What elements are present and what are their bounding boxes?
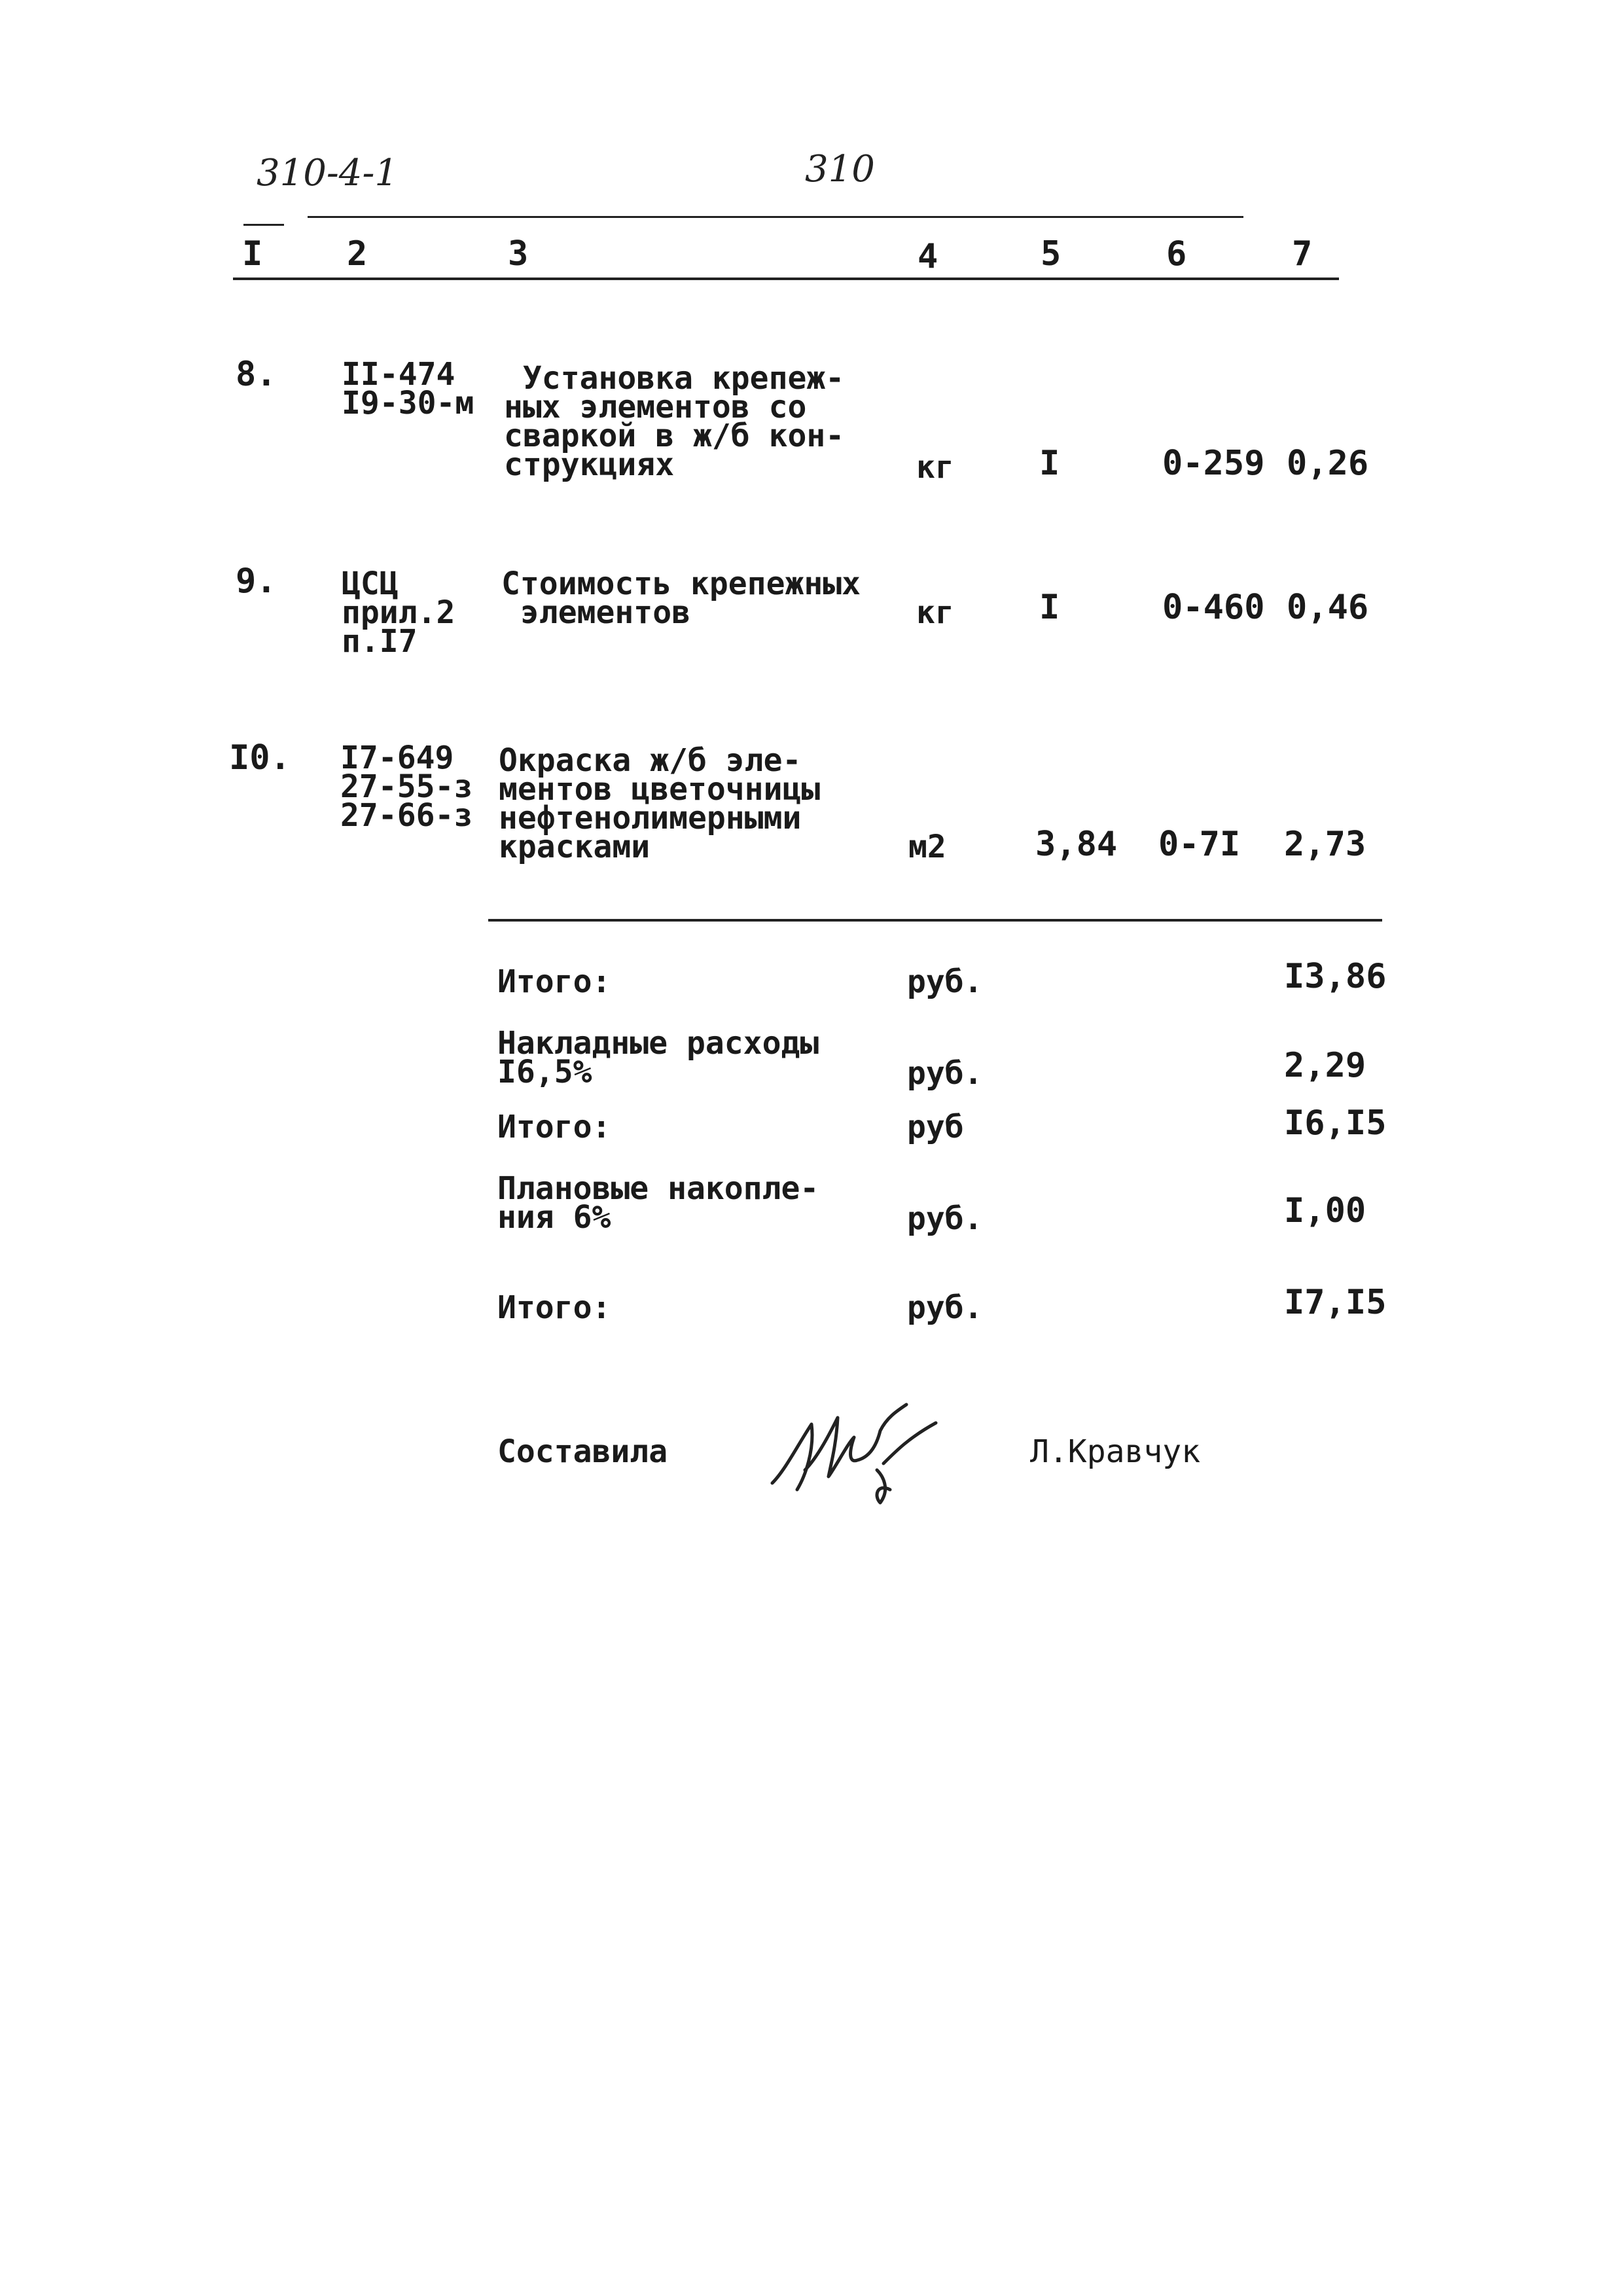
row-description: Стоимость крепежных элементов [501, 565, 861, 631]
column-header-5: 5 [1041, 234, 1061, 274]
column-header-6: 6 [1166, 234, 1187, 274]
row-quantity: 3,84 [1035, 825, 1118, 864]
column-header-7: 7 [1292, 234, 1313, 274]
row-total: 0,26 [1287, 444, 1369, 483]
row-quantity: I [1039, 444, 1060, 483]
totals-rule [488, 919, 1382, 922]
planned-savings-label: Плановые накопле- ния 6% [497, 1170, 819, 1236]
total-label: Итого: [497, 963, 611, 1000]
overhead-value: 2,29 [1284, 1046, 1366, 1085]
handwritten-signature [766, 1391, 962, 1509]
row-number: I0. [229, 738, 291, 778]
planned-savings-unit: руб. [907, 1200, 983, 1237]
row-code: ЦСЦ прил.2 п.I7 [342, 565, 455, 660]
row-unit: кг [916, 594, 954, 631]
row-description: Установка крепеж- ных элементов со сваркой в ж/б кон- струкциях [504, 360, 845, 483]
header-bottom-rule [233, 278, 1339, 280]
grand-total-label: Итого: [497, 1289, 611, 1326]
planned-savings-value: I,00 [1284, 1191, 1366, 1230]
compiler-name: Л.Кравчук [1030, 1433, 1201, 1470]
row-description: Окраска ж/б эле- ментов цветочницы нефтенолимерными красками [499, 742, 821, 865]
header-dash [243, 224, 284, 226]
total-unit: руб. [907, 963, 983, 1000]
row-price: 0-259 [1162, 444, 1265, 483]
row-code: II-474 I9-30-м [342, 356, 474, 422]
compiled-by-label: Составила [497, 1433, 668, 1470]
grand-total-value: I7,I5 [1284, 1283, 1387, 1322]
subtotal-unit: руб [907, 1109, 964, 1145]
column-header-4: 4 [918, 237, 938, 276]
row-number: 8. [236, 355, 277, 394]
total-value: I3,86 [1284, 957, 1387, 996]
subtotal-label: Итого: [497, 1109, 611, 1145]
document-code: 310-4-1 [257, 152, 398, 194]
overhead-label: Накладные расходы I6,5% [497, 1025, 819, 1090]
row-total: 0,46 [1287, 588, 1369, 627]
row-code: I7-649 27-55-з 27-66-з [340, 740, 473, 834]
row-price: 0-460 [1162, 588, 1265, 627]
column-header-1: I [242, 234, 263, 274]
row-price: 0-7I [1158, 825, 1241, 864]
overhead-unit: руб. [907, 1055, 983, 1092]
header-top-rule [308, 216, 1243, 218]
row-total: 2,73 [1284, 825, 1366, 864]
subtotal-value: I6,I5 [1284, 1103, 1387, 1143]
row-quantity: I [1039, 588, 1060, 627]
row-number: 9. [236, 562, 277, 601]
page-number: 310 [805, 148, 875, 190]
column-header-3: 3 [508, 234, 529, 274]
row-unit: м2 [908, 829, 946, 865]
grand-total-unit: руб. [907, 1289, 983, 1326]
row-unit: кг [916, 449, 954, 486]
column-header-2: 2 [347, 234, 368, 274]
